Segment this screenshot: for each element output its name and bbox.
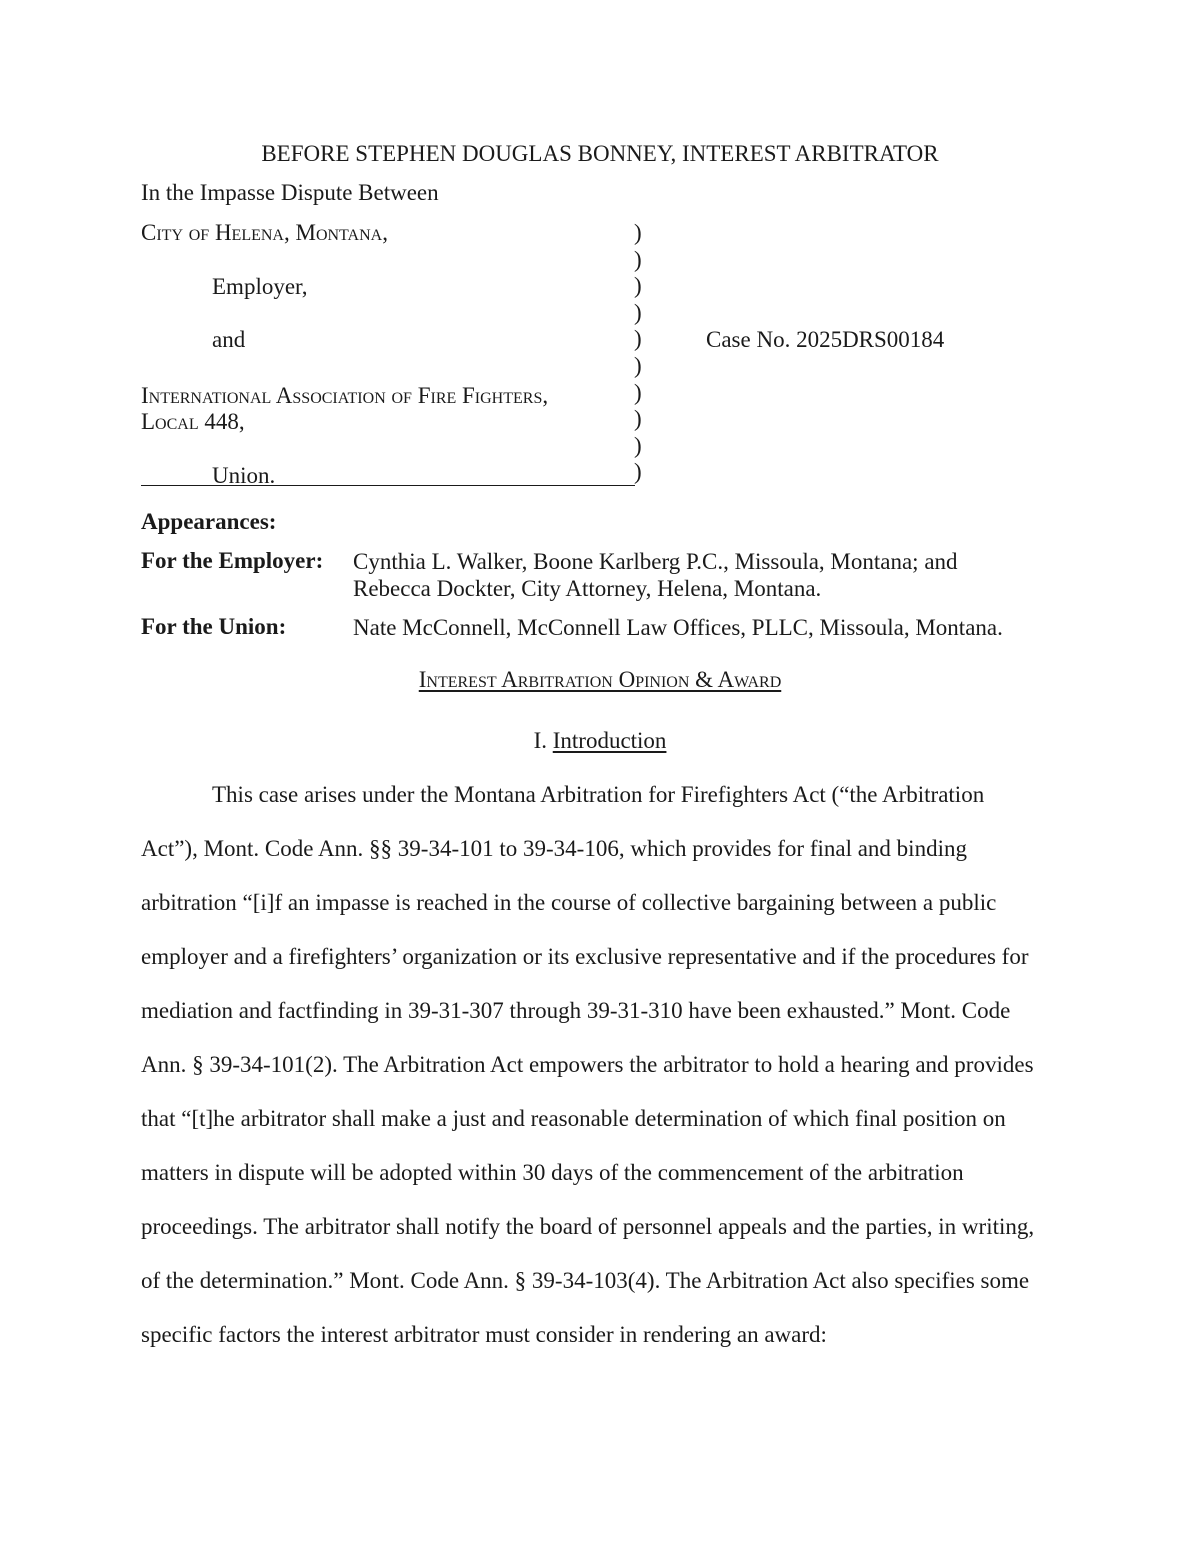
caption-paren: ) [634, 220, 642, 245]
body-line: mediation and factfinding in 39-31-307 through 39-31-310 have been exhausted.” Mont. Code [141, 998, 1011, 1023]
body-line: Ann. § 39-34-101(2). The Arbitration Act empowers the arbitrator to hold a hearing and provides [141, 1052, 1034, 1077]
body-line: that “[t]he arbitrator shall make a just and reasonable determination of which final position on [141, 1106, 1006, 1131]
caption-paren: ) [634, 246, 642, 272]
body-line: employer and a firefighters’ organization or its exclusive representative and if the procedures for [141, 944, 1029, 969]
employer-name: City of Helena, Montana, [141, 220, 388, 245]
arbitrator-heading: BEFORE STEPHEN DOUGLAS BONNEY, INTEREST ARBITRATOR [261, 141, 939, 166]
caption-paren: ) [634, 352, 642, 378]
section-heading [0, 728, 1200, 754]
body-line: matters in dispute will be adopted within 30 days of the commencement of the arbitration [141, 1160, 964, 1185]
caption-underline [141, 485, 635, 486]
body-line: This case arises under the Montana Arbitration for Firefighters Act (“the Arbitration [212, 782, 985, 807]
union-name-line2: Local 448, [141, 409, 245, 434]
union-appearance-label: For the Union: [141, 614, 287, 639]
employer-appearance-line1: Cynthia L. Walker, Boone Karlberg P.C., Missoula, Montana; and [353, 549, 958, 574]
section-number: I. [533, 728, 547, 753]
caption-parentheses [634, 220, 642, 486]
employer-appearance-label: For the Employer: [141, 548, 324, 573]
caption-paren: ) [634, 299, 642, 325]
caption-conjunction: and [212, 327, 246, 352]
body-line: arbitration “[i]f an impasse is reached in the course of collective bargaining between a public [141, 890, 997, 915]
case-caption [141, 220, 641, 488]
award-title-text: Interest Arbitration Opinion & Award [418, 667, 782, 692]
caption-paren: ) [634, 432, 642, 458]
employer-role: Employer, [212, 274, 308, 299]
union-appearance-line1: Nate McConnell, McConnell Law Offices, PLLC, Missoula, Montana. [353, 615, 1003, 640]
award-title [0, 667, 1200, 693]
section-title: Introduction [552, 728, 667, 753]
union-name-line1: International Association of Fire Fighters, [141, 383, 549, 408]
body-line: specific factors the interest arbitrator must consider in rendering an award: [141, 1322, 827, 1347]
caption-paren: ) [634, 459, 642, 485]
body-line: Act”), Mont. Code Ann. §§ 39-34-101 to 39-34-106, which provides for final and binding [141, 836, 967, 861]
body-line: of the determination.” Mont. Code Ann. § 39-34-103(4). The Arbitration Act also specifies some [141, 1268, 1030, 1293]
caption-paren: ) [634, 406, 642, 432]
union-role: Union. [212, 463, 276, 488]
caption-paren: ) [634, 326, 642, 352]
case-number: Case No. 2025DRS00184 [706, 327, 945, 352]
dispute-intro: In the Impasse Dispute Between [141, 180, 439, 205]
employer-appearance-line2: Rebecca Dockter, City Attorney, Helena, Montana. [353, 576, 822, 601]
caption-paren: ) [634, 379, 642, 405]
body-line: proceedings. The arbitrator shall notify the board of personnel appeals and the parties, in writing, [141, 1214, 1035, 1239]
appearances-title: Appearances: [141, 509, 277, 534]
caption-paren: ) [634, 273, 642, 299]
